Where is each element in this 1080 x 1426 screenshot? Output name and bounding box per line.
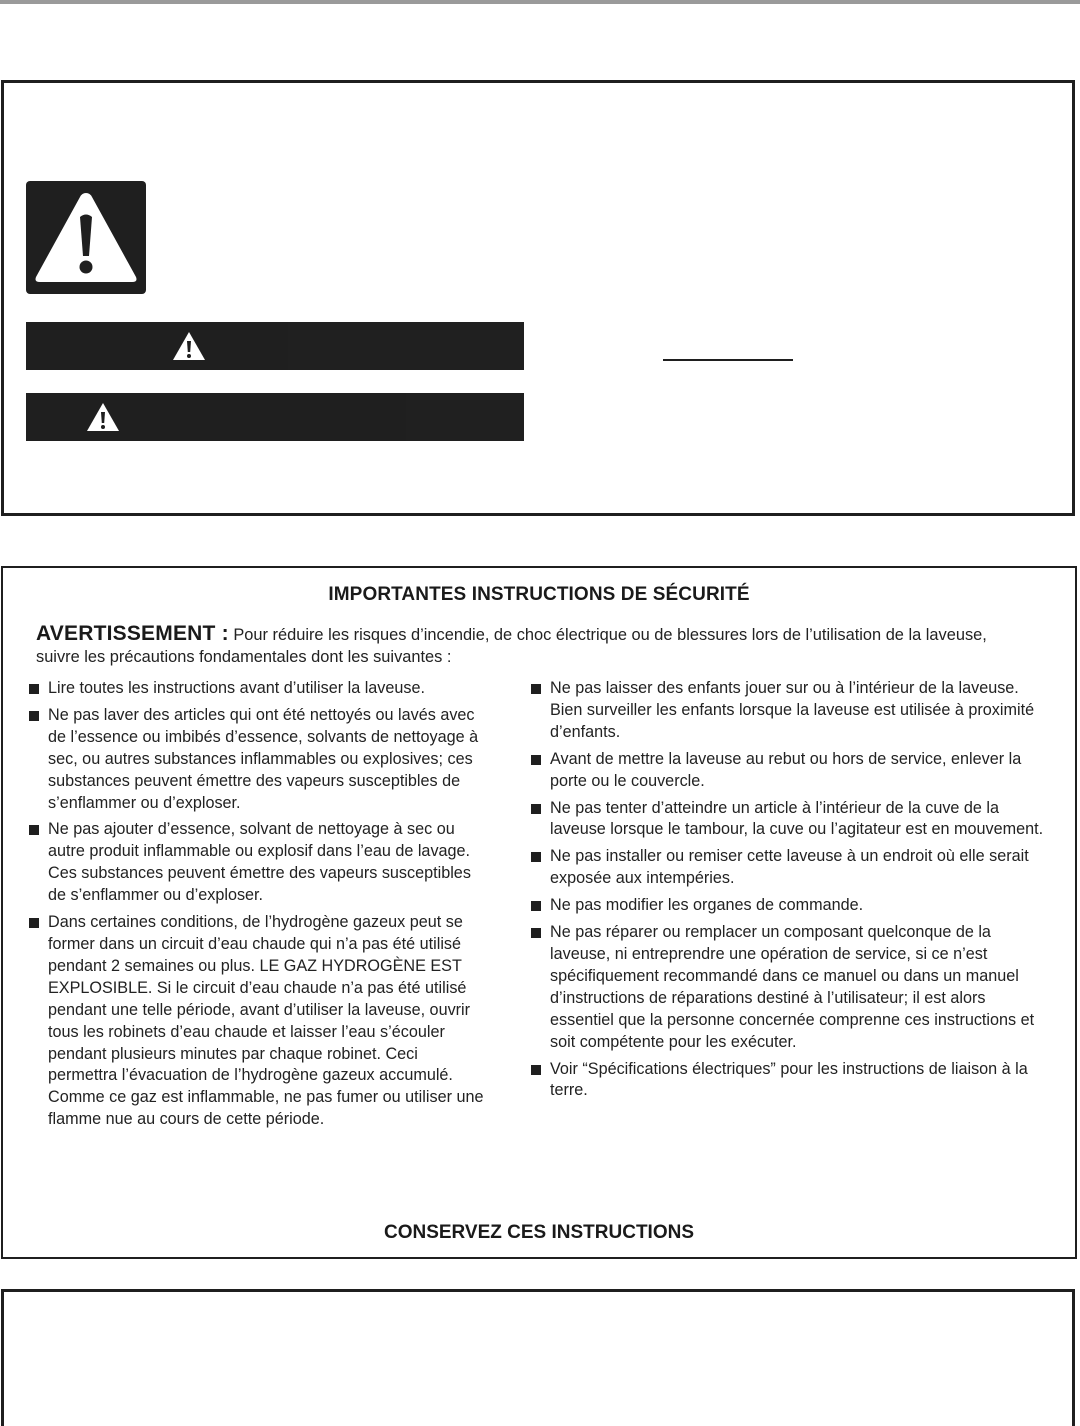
warning-paragraph (36, 623, 1021, 668)
bullet-square-icon (29, 684, 39, 694)
safety-instructions-panel (1, 566, 1077, 1259)
list-item: Ne pas laver des articles qui ont été nettoyés ou lavés avec de l’essence ou imbibés d’essence, solvants de nettoyage à sec, ou autres substances inflammables ou explosives; ces substances peuvent émettre des vapeurs susceptibles de s’enflammer ou d’exploser. (29, 705, 489, 815)
bullet-square-icon (531, 1065, 541, 1075)
top-divider (0, 0, 1080, 4)
list-item: Dans certaines conditions, de l’hydrogène gazeux peut se former dans un circuit d’eau chaude qui n’a pas été utilisé pendant 2 semaines ou plus. LE GAZ HYDROGÈNE EST EXPLOSIBLE. Si le circuit d’eau chaude n’a pas été utilisé pendant une telle période, avant d’utiliser la laveuse, ouvrir tous les robinets d’eau chaude et laisser l’eau s’écouler pendant plusieurs minutes par chaque robinet. Ceci permettra l’évacuation de l’hydrogène gazeux accumulé. Comme ce gaz est inflammable, ne pas fumer ou utiliser une flamme nue au cours de cette période. (29, 912, 489, 1131)
warning-triangle-icon (172, 330, 206, 362)
bottom-panel (1, 1289, 1075, 1426)
list-item: Ne pas tenter d’atteindre un article à l’intérieur de la cuve de la laveuse lorsque le tambour, la cuve ou l’agitateur est en mouvement. (531, 798, 1051, 842)
warning-triangle-icon (26, 181, 146, 294)
warning-label: AVERTISSEMENT : (36, 622, 229, 645)
safety-symbols-panel (1, 80, 1075, 516)
list-item: Lire toutes les instructions avant d’utiliser la laveuse. (29, 678, 489, 700)
list-item: Voir “Spécifications électriques” pour les instructions de liaison à la terre. (531, 1059, 1051, 1103)
bullet-square-icon (531, 804, 541, 814)
list-item: Ne pas réparer ou remplacer un composant quelconque de la laveuse, ni entreprendre une opération de service, si ce n’est spécifiquement recommandé dans ce manuel ou dans un manuel d’instructions de réparations destiné à l’utilisateur; il est alors essentiel que la personne concernée comprenne ces instructions et soit compétente pour les exécuter. (531, 922, 1051, 1053)
caution-signal-bar (26, 393, 524, 441)
list-item: Ne pas modifier les organes de commande. (531, 895, 1051, 917)
caution-bar-shade (406, 393, 524, 441)
list-item: Ne pas installer ou remiser cette laveuse à un endroit où elle serait exposée aux intempéries. (531, 846, 1051, 890)
instructions-title: IMPORTANTES INSTRUCTIONS DE SÉCURITÉ (328, 584, 750, 605)
save-instructions-footer: CONSERVEZ CES INSTRUCTIONS (383, 1222, 695, 1243)
instructions-left-column (29, 678, 489, 1136)
bullet-square-icon (29, 918, 39, 928)
bullet-square-icon (531, 684, 541, 694)
blank-underline (663, 359, 793, 361)
bullet-square-icon (531, 852, 541, 862)
bullet-square-icon (29, 711, 39, 721)
instructions-right-column (531, 678, 1051, 1107)
bullet-square-icon (29, 825, 39, 835)
bullet-square-icon (531, 755, 541, 765)
warning-signal-bar (26, 322, 524, 370)
bullet-square-icon (531, 901, 541, 911)
warning-bar-shade (288, 322, 524, 370)
list-item: Avant de mettre la laveuse au rebut ou hors de service, enlever la porte ou le couvercle. (531, 749, 1051, 793)
list-item: Ne pas laisser des enfants jouer sur ou à l’intérieur de la laveuse. Bien surveiller les enfants lorsque la laveuse est utilisée à proximité d’enfants. (531, 678, 1051, 744)
list-item: Ne pas ajouter d’essence, solvant de nettoyage à sec ou autre produit inflammable ou explosif dans l’eau de lavage. Ces substances peuvent émettre des vapeurs susceptibles de s’enflammer ou d’exploser. (29, 819, 489, 907)
safety-alert-symbol (26, 181, 146, 294)
warning-text: Pour réduire les risques d’incendie, de choc électrique ou de blessures lors de l’utilisation de la laveuse, suivre les précautions fondamentales dont les suivantes : (36, 626, 987, 666)
warning-triangle-icon (86, 401, 120, 433)
bullet-square-icon (531, 928, 541, 938)
